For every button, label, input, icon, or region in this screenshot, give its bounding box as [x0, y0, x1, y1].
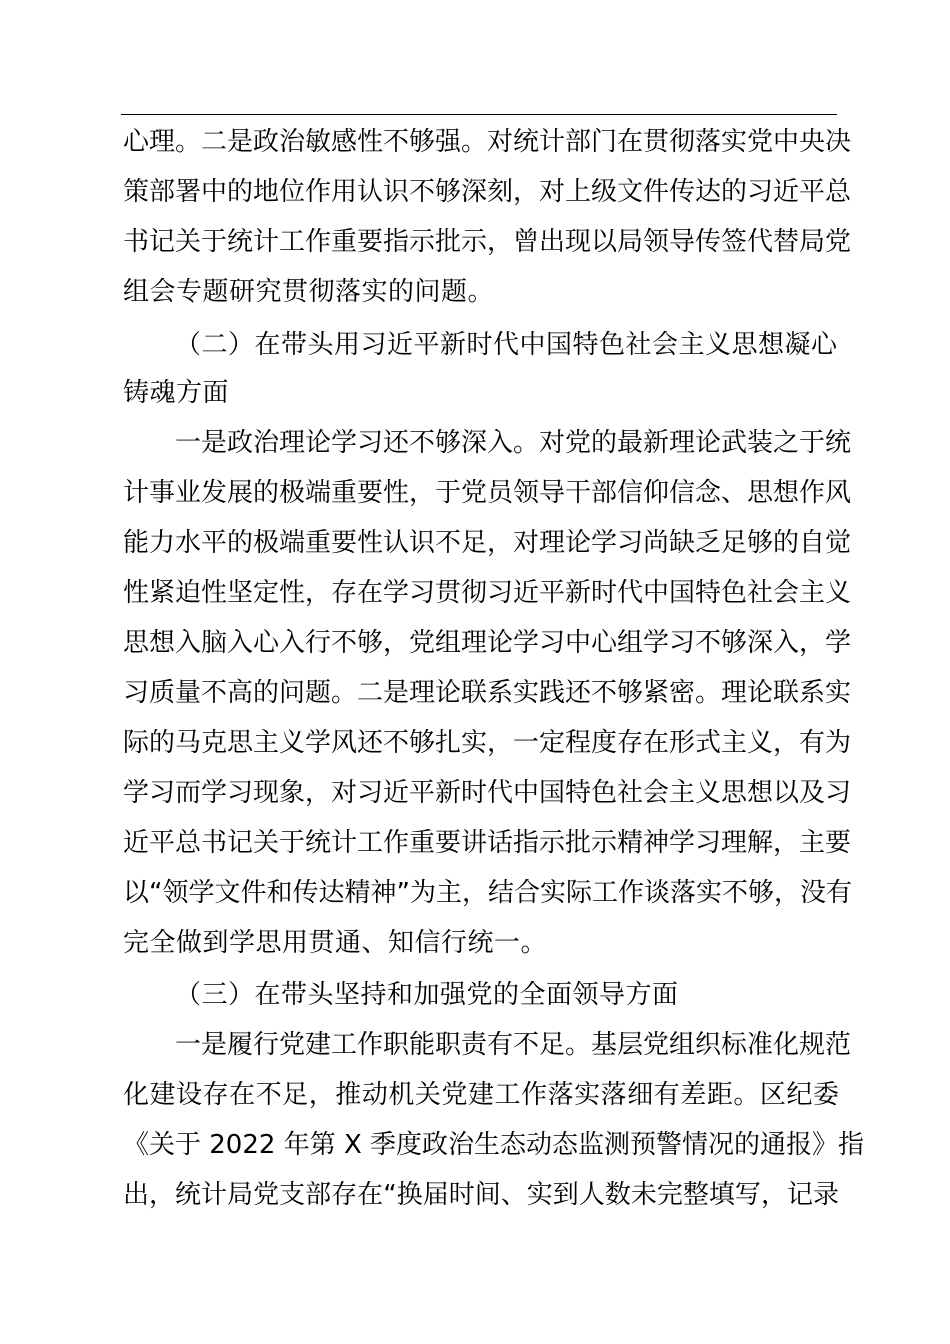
- text-line: 际的马克思主义学风还不够扎实，一定程度存在形式主义，有为: [123, 728, 852, 758]
- section-heading-continued: 铸魂方面: [123, 378, 230, 408]
- header-rule: [121, 114, 837, 115]
- text-line: 性紧迫性坚定性，存在学习贯彻习近平新时代中国特色社会主义: [123, 578, 852, 608]
- text-line: 能力水平的极端重要性认识不足，对理论学习尚缺乏足够的自觉: [123, 528, 852, 558]
- text-line: 组会专题研究贯彻落实的问题。: [123, 277, 495, 307]
- text-line: 完全做到学思用贯通、知信行统一。: [123, 928, 548, 958]
- text-line: 习质量不高的问题。二是理论联系实践还不够紧密。理论联系实: [123, 678, 852, 708]
- text-line: 学习而学习现象，对习近平新时代中国特色社会主义思想以及习: [123, 778, 852, 808]
- section-heading: （二）在带头用习近平新时代中国特色社会主义思想凝心: [175, 330, 838, 360]
- text-line: 近平总书记关于统计工作重要讲话指示批示精神学习理解，主要: [123, 828, 852, 858]
- text-line: 策部署中的地位作用认识不够深刻，对上级文件传达的习近平总: [123, 177, 852, 207]
- text-line: 书记关于统计工作重要指示批示，曾出现以局领导传签代替局党: [123, 227, 852, 257]
- text-line: 化建设存在不足，推动机关党建工作落实落细有差距。区纪委: [123, 1080, 839, 1110]
- text-line: 思想入脑入心入行不够，党组理论学习中心组学习不够深入，学: [123, 628, 852, 658]
- text-line: 一是履行党建工作职能职责有不足。基层党组织标准化规范: [175, 1030, 852, 1060]
- text-line: 出，统计局党支部存在“换届时间、实到人数未完整填写，记录: [123, 1180, 839, 1210]
- text-line: 以“领学文件和传达精神”为主，结合实际工作谈落实不够，没有: [123, 878, 852, 908]
- text-line: 《关于 2022 年第 X 季度政治生态动态监测预警情况的通报》指: [123, 1130, 865, 1160]
- section-heading: （三）在带头坚持和加强党的全面领导方面: [175, 980, 679, 1010]
- text-line: 一是政治理论学习还不够深入。对党的最新理论武装之于统: [175, 428, 852, 458]
- text-line: 计事业发展的极端重要性，于党员领导干部信仰信念、思想作风: [123, 478, 852, 508]
- text-line: 心理。二是政治敏感性不够强。对统计部门在贯彻落实党中央决: [123, 127, 852, 157]
